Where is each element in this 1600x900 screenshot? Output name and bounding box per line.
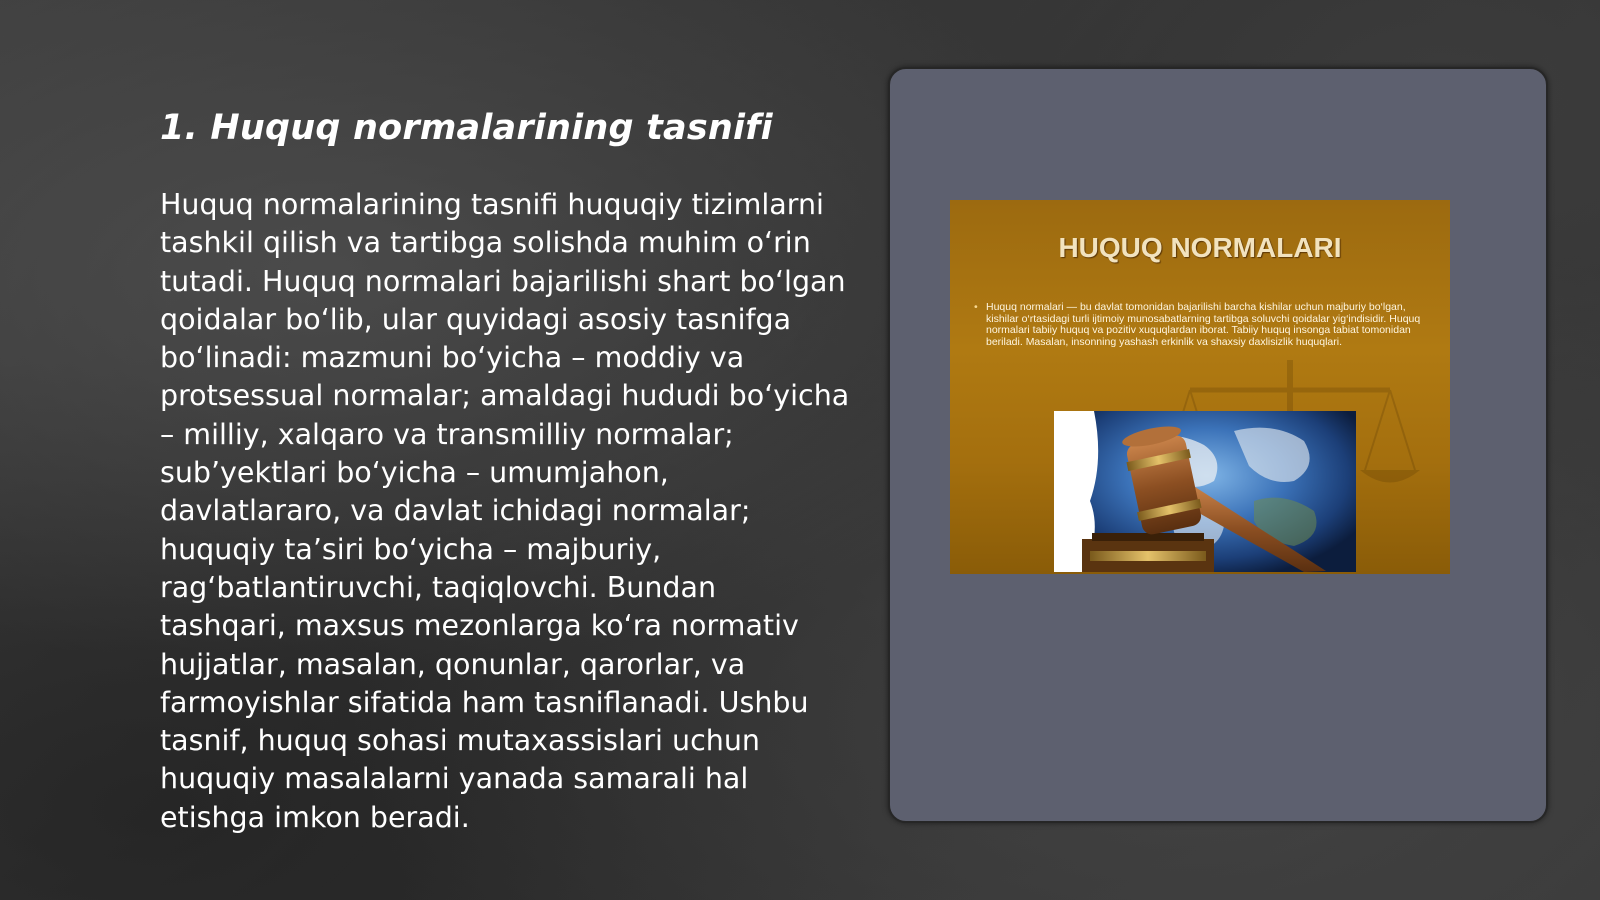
embedded-slide-image <box>950 200 1450 574</box>
embedded-slide-title: HUQUQ NORMALARI <box>1058 232 1342 263</box>
embedded-slide-bullet <box>972 302 1432 348</box>
embedded-slide-bullet-text: Huquq normalari — bu davlat tomonidan bajarilishi barcha kishilar uchun majburiy bo‘lgan, kishilar o‘rtasidagi turli ijtimoiy munosabatlarning tartibga soluvchi qoidalar yig‘indisidir. Huquq normalari tabiiy huquq va pozitiv xuquqlardan iborat. Tabiiy huquq insonga tabiat tomonidan beriladi. Masalan, insonning yashash erkinlik va shaxsiy daxlisizlik huquqlari. <box>986 301 1421 348</box>
slide-body-text: Huquq normalarining tasnifi huquqiy tizimlarni tashkil qilish va tartibga solishda muhim o‘rin tutadi. Huquq normalari bajarilishi shart bo‘lgan qoidalar bo‘lib, ular quyidagi asosiy tasnifga bo‘linadi: mazmuni bo‘yicha – moddiy va protsessual normalar; amaldagi hududi bo‘yicha – milliy, xalqaro va transmilliy normalar; sub’yektlari bo‘yicha – umumjahon, davlatlararo, va davlat ichidagi normalar; huquqiy ta’siri bo‘yicha – majburiy, rag‘batlantiruvchi, taqiqlovchi. Bundan tashqari, maxsus mezonlarga ko‘ra normativ hujjatlar, masalan, qonunlar, qarorlar, va farmoyishlar sifatida ham tasniflanadi. Ushbu tasnif, huquq sohasi mutaxassislari uchun huquqiy masalalarni yanada samarali hal etishga imkon beradi. <box>160 188 850 834</box>
gavel-globe-picture <box>1054 411 1356 572</box>
bullet-marker: • <box>974 301 978 313</box>
globe-icon <box>1054 411 1356 572</box>
slide-title: 1. Huquq normalarining tasnifi <box>160 108 773 148</box>
